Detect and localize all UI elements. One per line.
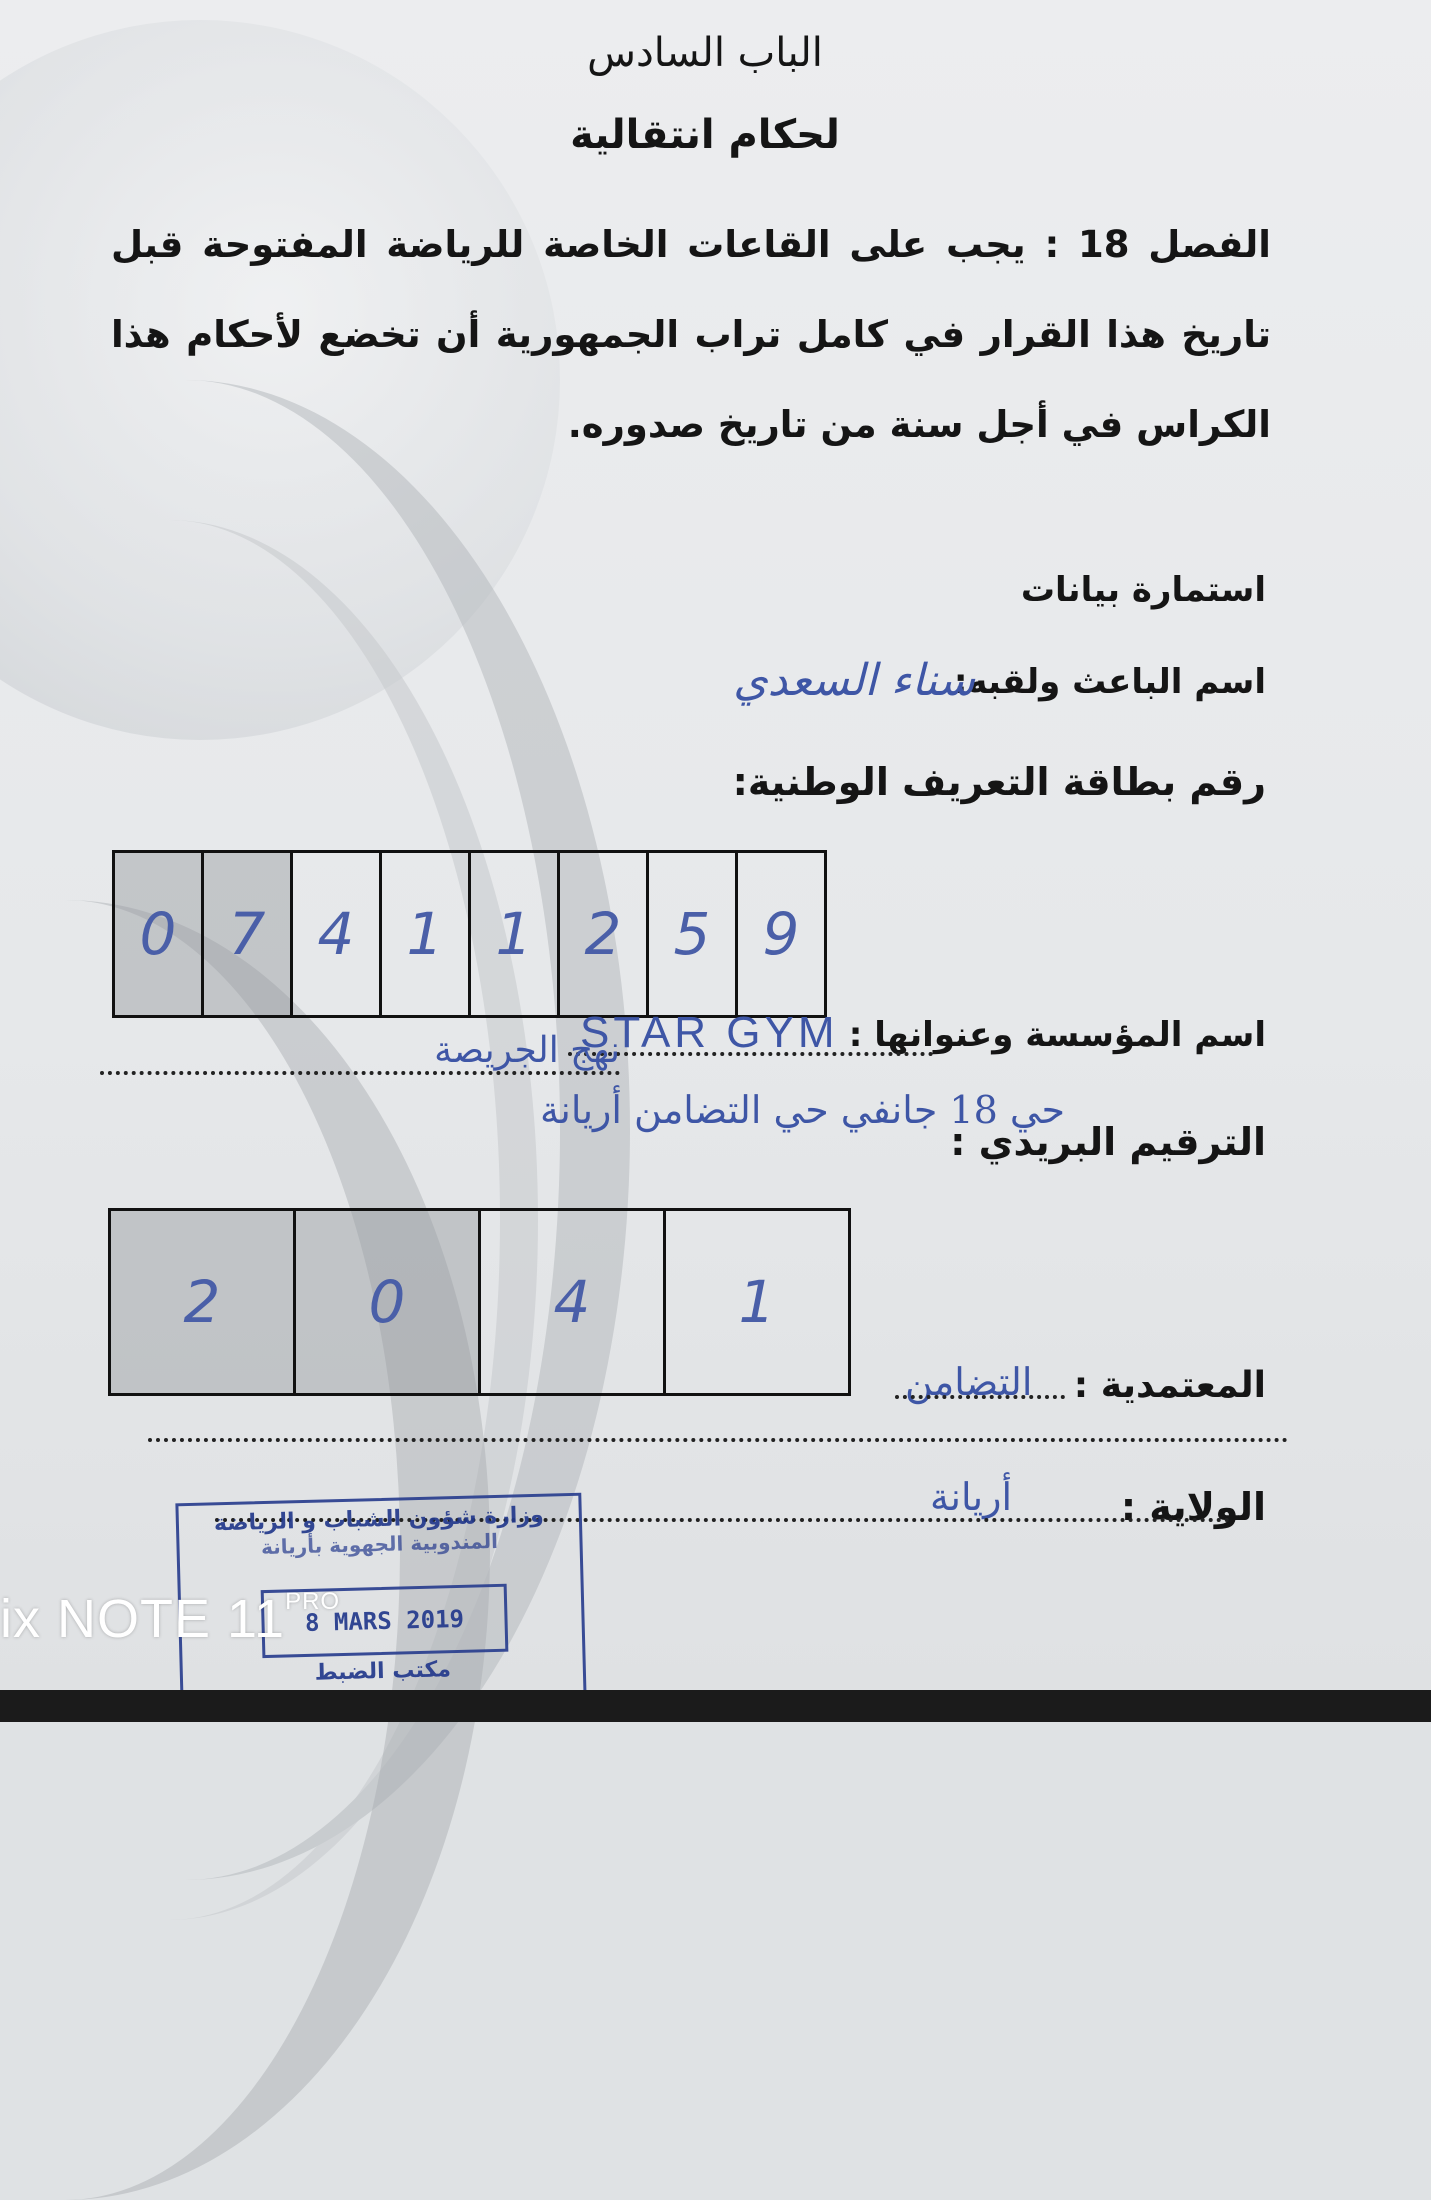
- camera-watermark: [0, 1588, 340, 1650]
- camera-watermark-text: ix NOTE 11: [0, 1589, 286, 1649]
- postal-code-label: الترقيم البريدي :: [950, 1120, 1266, 1164]
- institution-name-value: STAR GYM: [580, 1008, 839, 1057]
- cin-digit: 9: [737, 852, 826, 1017]
- governorate-label: الولاية :: [1120, 1485, 1266, 1529]
- promoter-name-value: سناء السعدي: [733, 655, 975, 706]
- stamp-delegation: المندوبية الجهوية بأريانة: [260, 1528, 499, 1560]
- stamp-date: 8 MARS 2019: [261, 1584, 509, 1658]
- promoter-name-label: اسم الباعث ولقبه:: [953, 662, 1266, 702]
- stamp-office: مكتب الضبط: [314, 1657, 452, 1686]
- postal-digit: 2: [110, 1210, 295, 1395]
- postal-code-boxes: [108, 1208, 851, 1396]
- cin-digit: 7: [203, 852, 292, 1017]
- governorate-value: أريانة: [930, 1475, 1013, 1519]
- form-title: استمارة بيانات: [1020, 570, 1266, 610]
- cin-boxes: [112, 850, 827, 1018]
- delegation-value: التضامن: [905, 1360, 1033, 1404]
- cin-label: رقم بطاقة التعريف الوطنية:: [732, 760, 1266, 804]
- chapter-title: لحكام انتقالية: [570, 112, 840, 158]
- institution-address-line2: حي 18 جانفي حي التضامن أريانة: [539, 1088, 1065, 1132]
- cin-digit: 0: [114, 852, 203, 1017]
- delegation-label: المعتمدية :: [1073, 1365, 1266, 1406]
- bottom-edge: [0, 1690, 1431, 1722]
- cin-digit: 4: [292, 852, 381, 1017]
- cin-digit: 5: [648, 852, 737, 1017]
- cin-digit: 1: [381, 852, 470, 1017]
- institution-label: اسم المؤسسة وعنوانها :: [848, 1015, 1266, 1055]
- delegation-dotted-line: [895, 1395, 1065, 1399]
- institution-address-line1: نهج الجريصة: [100, 1030, 620, 1075]
- postal-digit: 1: [665, 1210, 850, 1395]
- stamp-ministry: وزارة شؤون الشباب و الرياضة: [213, 1502, 545, 1537]
- dotted-line: [148, 1438, 1288, 1442]
- postal-digit: 0: [295, 1210, 480, 1395]
- camera-watermark-suffix: PRO: [285, 1588, 341, 1615]
- chapter-heading: الباب السادس: [587, 30, 823, 76]
- article-paragraph: الفصل 18 : يجب على القاعات الخاصة للرياضة المفتوحة قبل تاريخ هذا القرار في كامل تراب الجمهورية أن تخضع لأحكام هذا الكراس في أجل سنة من تاريخ صدوره.: [111, 223, 1271, 446]
- cin-digit: 2: [559, 852, 648, 1017]
- cin-digit: 1: [470, 852, 559, 1017]
- postal-digit: 4: [480, 1210, 665, 1395]
